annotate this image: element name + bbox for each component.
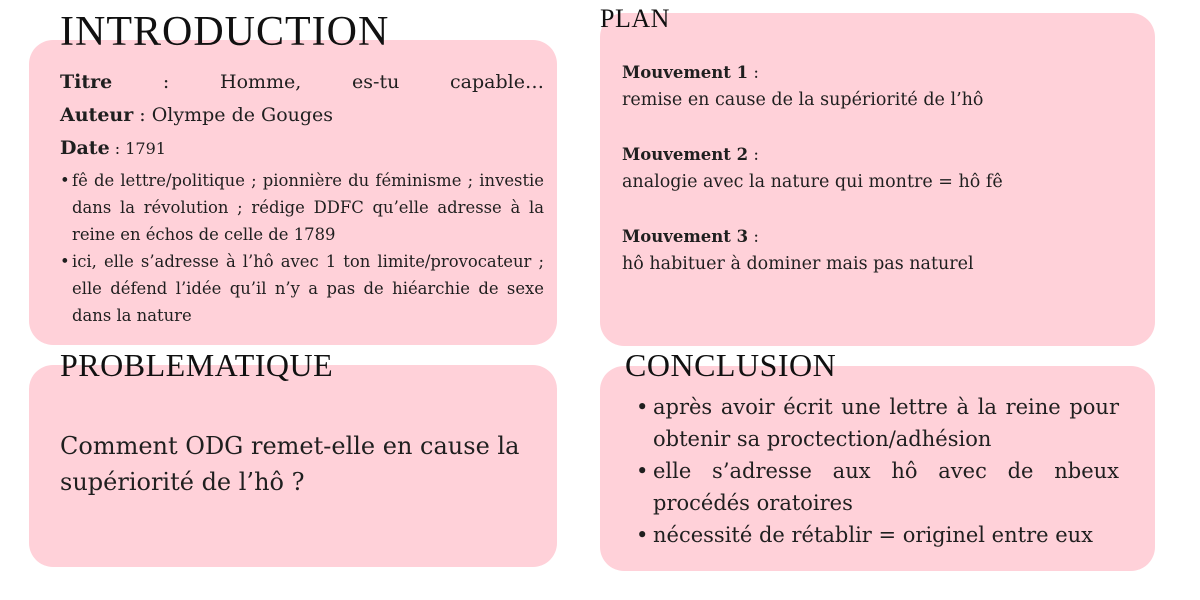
movement-title: Mouvement 1: [622, 63, 749, 82]
author-row: [60, 99, 544, 132]
movement-3: Mouvement 3 : hô habituer à dominer mais pas naturel: [622, 224, 1142, 278]
date-label: Date: [60, 137, 110, 159]
movement-text: analogie avec la nature qui montre = hô fê: [622, 172, 1003, 192]
date-value: : 1791: [109, 139, 166, 158]
list-item: • nécessité de rétablir = originel entre eux: [636, 519, 1119, 551]
introduction-bullet-list: [60, 167, 544, 329]
author-label: Auteur: [60, 104, 134, 126]
movement-text: remise en cause de la supériorité de l’hô: [622, 90, 984, 110]
list-item: • après avoir écrit une lettre à la reine pour obtenir sa proctection/adhésion: [636, 391, 1119, 455]
introduction-body: [60, 66, 544, 329]
conclusion-heading: CONCLUSION: [625, 347, 837, 383]
title-row: [60, 66, 544, 99]
plan-body: [622, 60, 1142, 306]
movement-2: Mouvement 2 : analogie avec la nature qui montre = hô fê: [622, 142, 1142, 196]
conclusion-body: [636, 389, 1119, 551]
list-item: • ici, elle s’adresse à l’hô avec 1 ton limite/provocateur ; elle défend l’idée qu’il n’y a pas de hiéarchie de sexe dans la nature: [60, 248, 544, 329]
title-value-part: es-tu: [352, 71, 400, 93]
title-label: Titre: [60, 71, 113, 93]
list-item: • fê de lettre/politique ; pionnière du féminisme ; investie dans la révolution ; rédige DDFC qu’elle adresse à la reine en échos de celle de 1789: [60, 167, 544, 248]
introduction-heading: INTRODUCTION: [60, 9, 390, 55]
movement-1: Mouvement 1 : remise en cause de la supériorité de l’hô: [622, 60, 1142, 114]
title-value-part: capable…: [450, 71, 544, 93]
problematique-text: Comment ODG remet-elle en cause la supériorité de l’hô ?: [60, 432, 520, 496]
date-row: [60, 132, 544, 165]
list-item: • elle s’adresse aux hô avec de nbeux procédés oratoires: [636, 455, 1119, 519]
problematique-heading: PROBLEMATIQUE: [60, 347, 334, 383]
movement-text: hô habituer à dominer mais pas naturel: [622, 254, 974, 274]
author-value: : Olympe de Gouges: [133, 104, 334, 126]
movement-title: Mouvement 2: [622, 145, 749, 164]
title-value-part: :: [162, 71, 170, 93]
movement-title: Mouvement 3: [622, 227, 749, 246]
conclusion-bullet-list: [636, 391, 1119, 551]
title-value-part: Homme,: [220, 71, 302, 93]
plan-heading: PLAN: [600, 4, 670, 33]
